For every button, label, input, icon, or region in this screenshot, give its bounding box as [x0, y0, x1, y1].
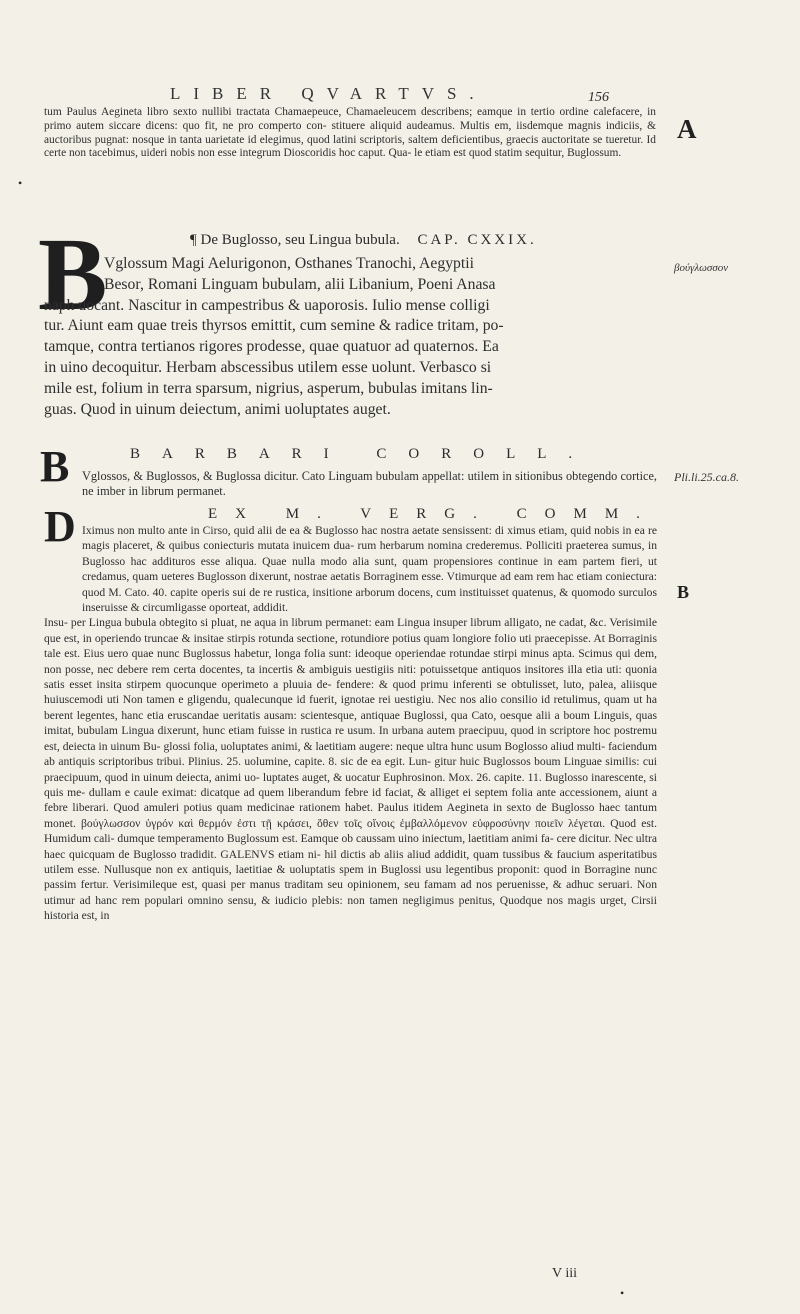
body-line: mile est, folium in terra sparsum, nigrius, asperum, bubulas imitans lin- [44, 379, 493, 397]
signature-mark: V iii [552, 1266, 578, 1281]
vergil-text-first: Iximus non multo ante in Cirso, quid alii de ea & Buglosso hac nostra aetate sensissent: di ximus etiam, quid nobis in ea re magis placeret, & quibus coniecturis mutata inuicem dua- rum herbarum nomina crederemus. Polliciti praeterea sumus, in Buglosso hac addituros esse aliqua. Quae nulla modo alia sunt, quam propensiores continue in eam partem fieri, ut credamus, quam ueteres Buglosson dixerunt, nostrae aetatis Borraginem esse. Vtimurque ad eam rem hac etiam coniectura: quod M. Cato. 40. capite operis sui de re rustica, insitione arborum docens, cum instituisset quatenus, & quomodo surculos inseruisse & circumligasse oporteat, addidit. [82, 524, 657, 615]
vergil-commentary [44, 523, 658, 924]
margin-greek-note: βούγλωσσον [674, 262, 729, 274]
intro-text: tum Paulus Aegineta libro sexto nullibi tractata Chamaepeuce, Chamaeleucem describens; eamque in tertio ordine calefacere, in primo autem siccare dicens: quo fit, ne pro comperto con- stituere aliquid audeamus. Multis em, iisdemque magnis indiciis, & auctoribus pugnat: nosque in tanta uarietate id elegimus, quod latini scriptoris, saltem deficientibus, graecis auctoritate se tueretur. Id certe non tacebimus, uideri nobis non esse integrum Dioscoridis hoc caput. Qua- le etiam est quod statim sequitur, Buglossum. [44, 106, 656, 160]
body-line: Besor, Romani Linguam bubulam, alii Libanium, Poeni Anasa [104, 275, 496, 293]
vergil-heading: EX M. VERG. COMM. [208, 506, 658, 522]
chapter-title: De Buglosso, seu Lingua bubula. [200, 232, 400, 248]
body-line: tamque, contra tertianos rigores prodesse, quae quatuor ad quaternos. Ea [44, 338, 499, 356]
chapter-dropcap: B [38, 217, 108, 332]
barbari-heading: BARBARI COROLL. [130, 446, 595, 462]
paragraph-mark-icon: ¶ [190, 232, 197, 248]
intro-paragraph [44, 106, 656, 161]
chapter-body [44, 254, 656, 420]
vergil-dropcap: D [44, 502, 76, 551]
chapter-number: CAP. CXXIX. [417, 232, 537, 248]
page-number: 156 [588, 90, 609, 105]
body-line: tur. Aiunt eam quae treis thyrsos emittit, cum semine & radice tritam, po- [44, 317, 504, 335]
ink-dot: • [18, 176, 23, 190]
ink-dot: • [620, 1286, 625, 1300]
body-line: Vglossum Magi Aelurigonon, Osthanes Tranochi, Aegyptii [104, 255, 474, 272]
barbari-dropcap: B [40, 442, 70, 491]
running-head: LIBER QVARTVS. [170, 84, 487, 103]
barbari-paragraph [82, 469, 657, 499]
body-line: in uino decoquitur. Herbam abscessibus utilem esse uolunt. Verbasco si [44, 358, 492, 376]
margin-letter-b: B [677, 582, 690, 602]
body-line: naph uocant. Nascitur in campestribus & uaporosis. Iulio mense colligi [44, 296, 490, 314]
margin-letter-a: A [677, 114, 697, 144]
vergil-text-rest: Insu- per Lingua bubula obtegito si pluat, ne aqua in librum permanet: eam Lingua insuper librum alligato, ne cadat, &c. Verisimile que est, in operiendo truncae & insitae stirpis rotunda sectione, rotundiore potius quam longiore folio uti praecepisse. At Borraginis tale est. Eius uero quae nunc Buglossus habetur, longa folia sunt: ideoque operiendae rotundae stirpi minus apta. Scimus qui dem, non posse, nec debere rem certa docentes, ta incertis & ambiguis uestigiis niti: potuissetque antiquos insitores illa etia uti: quonia satis esset insita stirpem quocunque operimeto a pluuia de- fendere: & quod primu inferenti se obtulisset, luto, palea, aliisque huiuscemodi uti Non tamen e gligendu, qualecunque id fuerit, ignotae rei uestigiu. Nec nos alio consilio id retulimus, quam ut ha berent legentes, hanc etia eruscandae ueritatis ausam: scientesque, antiquae Buglossi, qua Cato, oesque alii a boum Linguis, quas imitat, bubulam Lingua dixerunt, hunc etiam fuisse in rustica re usum. In urbana autem praecipuu, quod in scriptore hoc postremu est, deiecta in uinum Bu- glossi folia, uoluptates animi, & laetitiam augere: neque ultra hunc usum Boglosso aliud multi- faciendum ab antiquis scriptoribus tribui. Plinius. 25. uolumine, capite. 8. sic de ea egit. Lun- gitur huic Buglossos boum Linguae similis: cui praecipuum, quod in uinum deiecta, animi uo- luptates auget, & uocatur Euphrosinon. Mox. 26. capite. 11. Buglosso inarescente, si quis me- dullam e caule eximat: dicatque ad quem liberandum febre id faciat, & alliget ei septem folia ante accessionem, aiunt a febre liberari. Quod amuleri potius quam medicinae rationem habet. Paulus itidem Aegineta in sexto de Buglosso haec tantum monet. βούγλωσσον ὑγρόν καὶ θερμόν ἐστι τῇ κράσει, ὅθεν τοῖς οἴνοις ἐμβαλλόμενον εὐφροσύνην ποιεῖν λέγεται. Quod est. Humidum cali- dumque temperamento Buglossum est. Eamque ob caussam uino iniectum, laetitiam animi fa- cere dicitur. Nec ultra haec quicquam de Buglosso tradidit. GALENVS etiam ni- hil dictis ab aliis aliud addidit, quam tussibus & faucium asperitatibus utilem esse. Nullusque non ex antiquis, laetitiae & uoluptatis spem in Buglossi usu legentibus proponit: quod in Borragine nunc passim fertur. Verisimileque est, quasi per manus traditam seu opinionem, seu famam ad nos peruenisse, & adhuc seruari. Non utimur ad hanc rem populari omnino sensu, & iudicio plebis: non tamen negligimus penitus, Quodque nos magis urget, Cirsii historia est, in [44, 616, 658, 923]
body-line: guas. Quod in uinum deiectum, animi uoluptates auget. [44, 400, 391, 418]
barbari-text: Vglossos, & Buglossos, & Buglossa dicitur. Cato Linguam bubulam appellat: utilem in sitionibus obtegendo cortice, ne imber in librum permanet. [82, 469, 657, 499]
margin-pliny-note: Pli.li.25.ca.8. [674, 470, 739, 484]
chapter-heading [190, 232, 537, 249]
